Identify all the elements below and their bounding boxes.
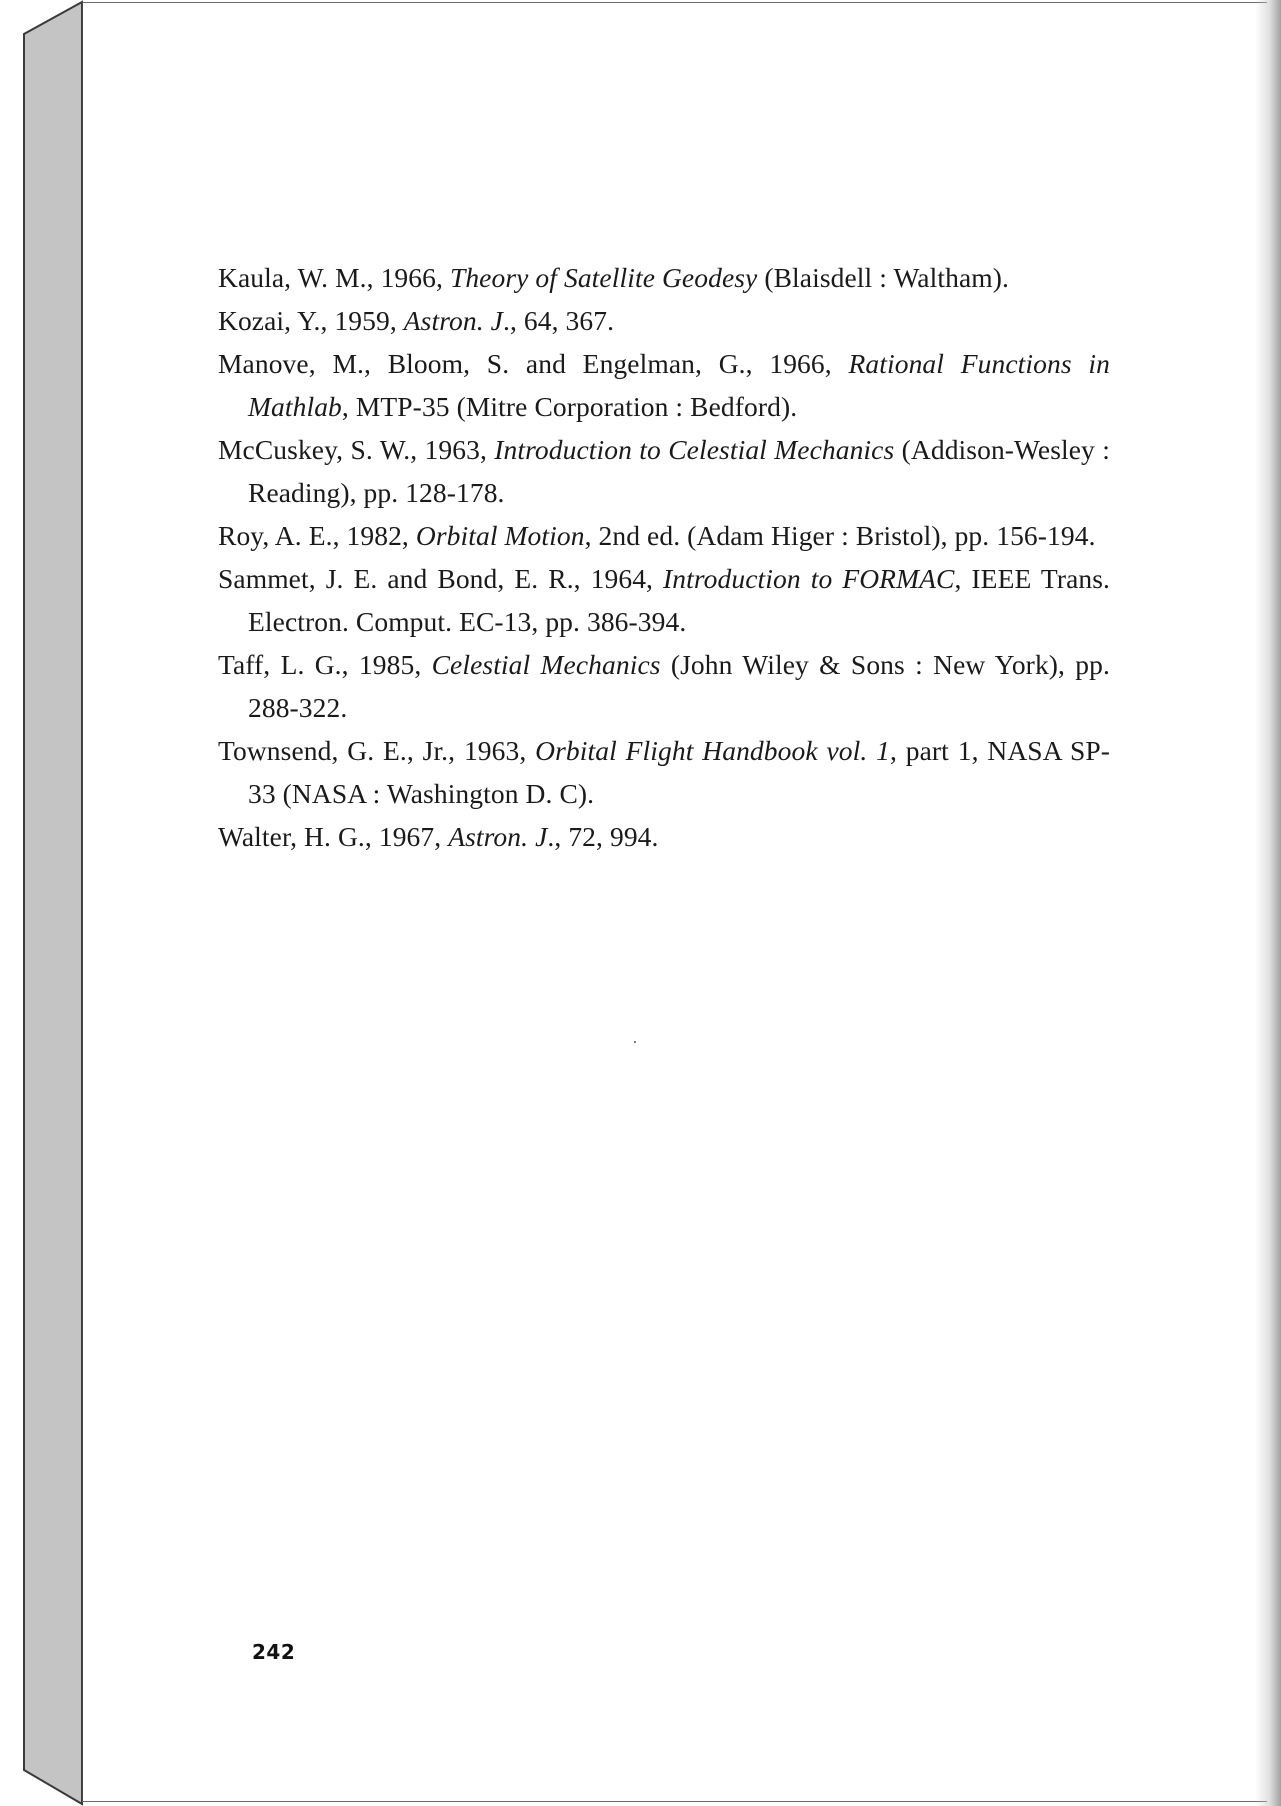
reference-title: Introduction to FORMAC [663, 563, 955, 594]
page-number: 242 [252, 1640, 296, 1664]
reference-title: Astron. J [448, 821, 548, 852]
reference-item: Manove, M., Bloom, S. and Engelman, G., 1966, Rational Functions in Mathlab, MTP-35 (Mitre Corporation : Bedford). [218, 348, 1111, 422]
reference-item: Kozai, Y., 1959, Astron. J., 64, 367. [218, 305, 615, 336]
reference-item: Taff, L. G., 1985, Celestial Mechanics (John Wiley & Sons : New York), pp. 288-322. [218, 649, 1110, 723]
reference-title: Astron. J [403, 305, 503, 336]
reference-title: Orbital Flight Handbook vol. 1 [535, 735, 890, 766]
reference-item: McCuskey, S. W., 1963, Introduction to Celestial Mechanics (Addison-Wesley : Reading), pp. 128-178. [218, 434, 1110, 508]
reference-title: Rational Functions in Mathlab [248, 348, 1111, 422]
book-spine [0, 0, 84, 1806]
reference-title: Celestial Mechanics [431, 649, 661, 680]
reference-item: Townsend, G. E., Jr., 1963, Orbital Flight Handbook vol. 1, part 1, NASA SP-33 (NASA : Washington D. C). [218, 735, 1110, 809]
reference-list [218, 256, 1110, 858]
reference-item: Walter, H. G., 1967, Astron. J., 72, 994. [218, 821, 659, 852]
print-speck [634, 1041, 636, 1043]
reference-item: Sammet, J. E. and Bond, E. R., 1964, Introduction to FORMAC, IEEE Trans. Electron. Comput. EC-13, pp. 386-394. [218, 563, 1111, 637]
reference-title: Theory of Satellite Geodesy [449, 262, 758, 293]
reference-item: Kaula, W. M., 1966, Theory of Satellite Geodesy (Blaisdell : Waltham). [218, 262, 1009, 293]
reference-item: Roy, A. E., 1982, Orbital Motion, 2nd ed. (Adam Higer : Bristol), pp. 156-194. [218, 520, 1096, 551]
reference-title: Orbital Motion [415, 520, 585, 551]
reference-title: Introduction to Celestial Mechanics [494, 434, 895, 465]
page-edge-shadow [1255, 0, 1281, 1806]
